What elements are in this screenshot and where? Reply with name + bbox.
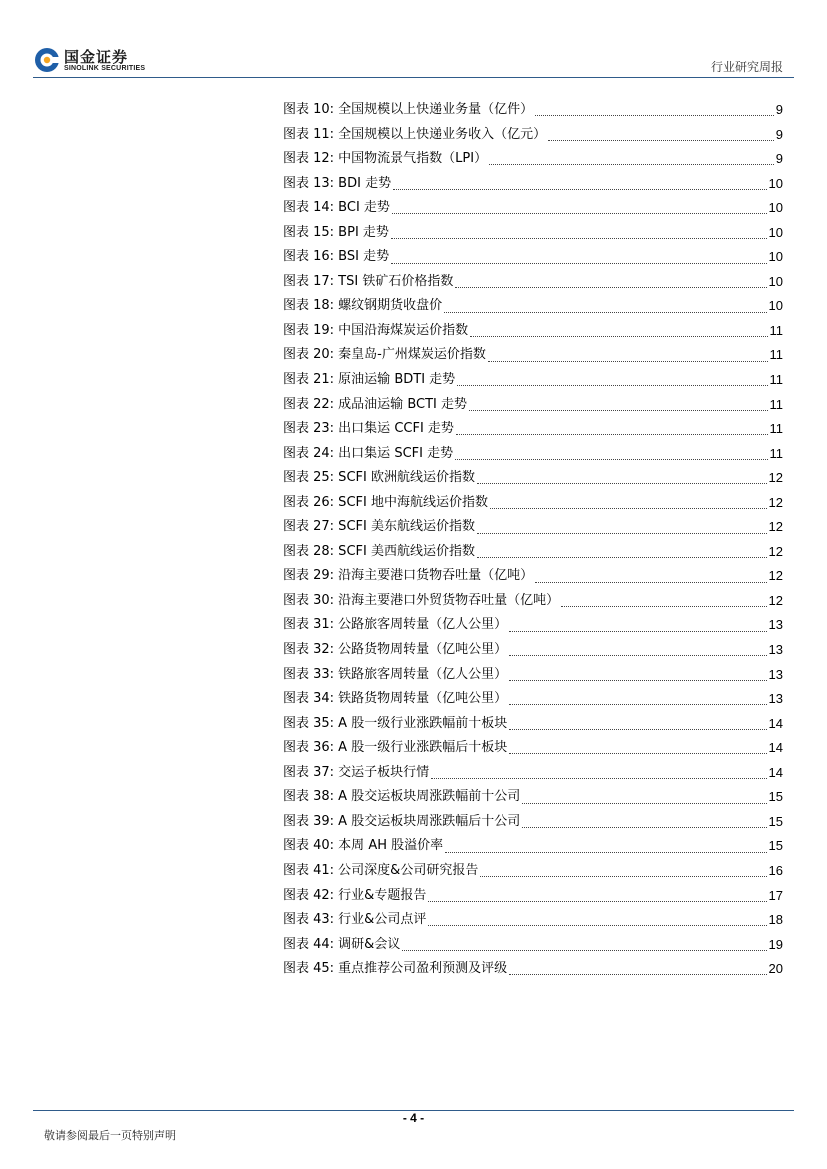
toc-entry[interactable] <box>283 761 783 786</box>
toc-entry[interactable] <box>283 221 783 246</box>
toc-dot-leader <box>455 286 766 288</box>
toc-entry-label: 图表 14: BCI 走势 <box>283 200 390 216</box>
toc-entry-page: 15 <box>768 838 783 854</box>
toc-dot-leader <box>402 949 766 951</box>
toc-entry-label: 图表 34: 铁路货物周转量（亿吨公里） <box>283 691 508 707</box>
toc-dot-leader <box>470 335 767 337</box>
toc-entry-page: 13 <box>768 642 783 658</box>
toc-entry[interactable] <box>283 712 783 737</box>
toc-entry[interactable] <box>283 687 783 712</box>
toc-dot-leader <box>477 482 767 484</box>
toc-dot-leader <box>509 728 766 730</box>
toc-entry[interactable] <box>283 417 783 442</box>
toc-dot-leader <box>393 188 766 190</box>
toc-entry-label: 图表 30: 沿海主要港口外贸货物吞吐量（亿吨） <box>283 592 560 608</box>
toc-entry-label: 图表 37: 交运子板块行情 <box>283 764 430 780</box>
toc-dot-leader <box>469 409 768 411</box>
toc-entry[interactable] <box>283 270 783 295</box>
toc-entry-page: 9 <box>775 151 783 167</box>
toc-entry[interactable] <box>283 810 783 835</box>
toc-entry[interactable] <box>283 564 783 589</box>
toc-entry-label: 图表 25: SCFI 欧洲航线运价指数 <box>283 470 475 486</box>
toc-dot-leader <box>490 507 767 509</box>
toc-dot-leader <box>444 311 766 313</box>
toc-entry-label: 图表 39: A 股交运板块周涨跌幅后十公司 <box>283 813 521 829</box>
toc-dot-leader <box>548 139 774 141</box>
toc-entry-label: 图表 32: 公路货物周转量（亿吨公里） <box>283 642 508 658</box>
toc-entry-page: 11 <box>769 396 783 412</box>
toc-entry[interactable] <box>283 933 783 958</box>
toc-dot-leader <box>489 163 774 165</box>
toc-dot-leader <box>456 433 768 435</box>
toc-entry-page: 15 <box>768 813 783 829</box>
toc-entry-label: 图表 38: A 股交运板块周涨跌幅前十公司 <box>283 789 521 805</box>
toc-entry-label: 图表 12: 中国物流景气指数（LPI） <box>283 151 488 167</box>
toc-entry[interactable] <box>283 663 783 688</box>
toc-entry-page: 13 <box>768 617 783 633</box>
toc-entry[interactable] <box>283 123 783 148</box>
toc-dot-leader <box>535 581 766 583</box>
toc-entry-page: 9 <box>775 102 783 117</box>
toc-entry-label: 图表 21: 原油运输 BDTI 走势 <box>283 372 456 388</box>
toc-entry-label: 图表 20: 秦皇岛-广州煤炭运价指数 <box>283 347 486 363</box>
toc-entry-label: 图表 16: BSI 走势 <box>283 249 390 265</box>
toc-entry[interactable] <box>283 466 783 491</box>
toc-entry-page: 12 <box>768 568 783 584</box>
toc-entry-page: 13 <box>768 691 783 707</box>
toc-entry-page: 11 <box>769 372 783 388</box>
toc-entry[interactable] <box>283 368 783 393</box>
toc-dot-leader <box>509 679 766 681</box>
toc-dot-leader <box>509 973 766 975</box>
toc-dot-leader <box>391 262 766 264</box>
toc-entry[interactable] <box>283 515 783 540</box>
toc-entry-page: 14 <box>768 740 783 756</box>
toc-entry-label: 图表 33: 铁路旅客周转量（亿人公里） <box>283 666 508 682</box>
toc-dot-leader <box>455 458 767 460</box>
footer-disclaimer: 敬请参阅最后一页特别声明 <box>44 1129 176 1142</box>
toc-entry-label: 图表 29: 沿海主要港口货物吞吐量（亿吨） <box>283 568 534 584</box>
toc-entry-label: 图表 10: 全国规模以上快递业务量（亿件） <box>283 102 534 117</box>
toc-entry-page: 16 <box>768 862 783 878</box>
toc-entry-label: 图表 41: 公司深度&公司研究报告 <box>283 862 479 878</box>
report-type: 行业研究周报 <box>710 60 783 74</box>
toc-entry[interactable] <box>283 393 783 418</box>
toc-dot-leader <box>522 826 766 828</box>
table-of-figures <box>283 98 783 982</box>
toc-entry[interactable] <box>283 834 783 859</box>
toc-entry-page: 18 <box>768 912 783 928</box>
toc-entry-label: 图表 18: 螺纹钢期货收盘价 <box>283 298 443 314</box>
toc-dot-leader <box>509 630 766 632</box>
toc-entry[interactable] <box>283 491 783 516</box>
toc-entry-page: 15 <box>768 789 783 805</box>
toc-entry-page: 10 <box>768 273 783 289</box>
toc-entry[interactable] <box>283 294 783 319</box>
toc-entry[interactable] <box>283 785 783 810</box>
toc-entry[interactable] <box>283 736 783 761</box>
toc-entry[interactable] <box>283 147 783 172</box>
toc-entry[interactable] <box>283 98 783 123</box>
toc-entry-page: 10 <box>768 175 783 191</box>
toc-entry[interactable] <box>283 245 783 270</box>
toc-dot-leader <box>488 360 768 362</box>
toc-entry-page: 10 <box>768 200 783 216</box>
toc-entry[interactable] <box>283 540 783 565</box>
toc-entry[interactable] <box>283 884 783 909</box>
toc-dot-leader <box>561 605 766 607</box>
toc-dot-leader <box>535 114 774 116</box>
toc-entry-label: 图表 43: 行业&公司点评 <box>283 912 427 928</box>
toc-entry-label: 图表 35: A 股一级行业涨跌幅前十板块 <box>283 715 508 731</box>
toc-entry[interactable] <box>283 172 783 197</box>
toc-dot-leader <box>445 851 766 853</box>
toc-entry[interactable] <box>283 319 783 344</box>
toc-entry-label: 图表 17: TSI 铁矿石价格指数 <box>283 273 454 289</box>
toc-entry-page: 11 <box>769 322 783 338</box>
toc-entry-page: 14 <box>768 715 783 731</box>
toc-dot-leader <box>428 900 766 902</box>
toc-entry-label: 图表 36: A 股一级行业涨跌幅后十板块 <box>283 740 508 756</box>
toc-entry-label: 图表 19: 中国沿海煤炭运价指数 <box>283 322 469 338</box>
toc-dot-leader <box>477 556 767 558</box>
toc-entry[interactable] <box>283 859 783 884</box>
toc-entry-page: 11 <box>769 445 783 461</box>
logo-english-name: SINOLINK SECURITIES <box>64 65 146 72</box>
toc-entry-label: 图表 22: 成品油运输 BCTI 走势 <box>283 396 467 412</box>
logo-chinese-name: 国金证券 <box>64 48 129 66</box>
toc-entry[interactable] <box>283 957 783 982</box>
toc-dot-leader <box>392 212 767 214</box>
toc-dot-leader <box>509 703 766 705</box>
toc-entry-label: 图表 24: 出口集运 SCFI 走势 <box>283 445 454 461</box>
toc-entry[interactable] <box>283 638 783 663</box>
toc-entry[interactable] <box>283 196 783 221</box>
toc-entry-label: 图表 40: 本周 AH 股溢价率 <box>283 838 444 854</box>
toc-entry-label: 图表 26: SCFI 地中海航线运价指数 <box>283 494 488 510</box>
toc-entry[interactable] <box>283 908 783 933</box>
toc-dot-leader <box>428 924 766 926</box>
toc-entry-page: 19 <box>768 936 783 952</box>
toc-dot-leader <box>509 752 766 754</box>
toc-entry-label: 图表 23: 出口集运 CCFI 走势 <box>283 421 454 437</box>
toc-entry-page: 10 <box>768 298 783 314</box>
toc-entry-page: 13 <box>768 666 783 682</box>
toc-entry-page: 12 <box>768 470 783 486</box>
toc-entry-page: 14 <box>768 764 783 780</box>
toc-entry[interactable] <box>283 442 783 467</box>
page-number: - 4 - <box>402 1111 425 1125</box>
toc-dot-leader <box>477 532 767 534</box>
header-divider <box>33 77 794 78</box>
toc-entry-page: 12 <box>768 519 783 535</box>
toc-entry-page: 10 <box>768 224 783 240</box>
toc-dot-leader <box>431 777 766 779</box>
toc-entry-page: 11 <box>769 347 783 363</box>
toc-entry[interactable] <box>283 343 783 368</box>
toc-entry-label: 图表 44: 调研&会议 <box>283 936 401 952</box>
toc-entry-label: 图表 42: 行业&专题报告 <box>283 887 427 903</box>
toc-entry[interactable] <box>283 613 783 638</box>
toc-dot-leader <box>509 654 766 656</box>
toc-entry-page: 10 <box>768 249 783 265</box>
toc-dot-leader <box>522 802 766 804</box>
toc-entry-page: 20 <box>768 961 783 977</box>
logo-mark-icon <box>33 46 61 74</box>
toc-dot-leader <box>457 384 767 386</box>
toc-entry-page: 12 <box>768 543 783 559</box>
toc-entry-label: 图表 13: BDI 走势 <box>283 175 392 191</box>
toc-entry-page: 11 <box>769 421 783 437</box>
page-header <box>0 0 827 80</box>
toc-entry-page: 17 <box>768 887 783 903</box>
toc-entry-label: 图表 15: BPI 走势 <box>283 224 389 240</box>
toc-entry-label: 图表 11: 全国规模以上快递业务收入（亿元） <box>283 126 547 142</box>
toc-entry-page: 12 <box>768 494 783 510</box>
toc-entry-page: 12 <box>768 592 783 608</box>
toc-entry-label: 图表 45: 重点推荐公司盈利预测及评级 <box>283 961 508 977</box>
toc-entry-page: 9 <box>775 126 783 142</box>
company-logo <box>33 46 163 78</box>
toc-dot-leader <box>480 875 766 877</box>
toc-dot-leader <box>391 237 767 239</box>
toc-entry-label: 图表 27: SCFI 美东航线运价指数 <box>283 519 475 535</box>
toc-entry[interactable] <box>283 589 783 614</box>
toc-entry-label: 图表 31: 公路旅客周转量（亿人公里） <box>283 617 508 633</box>
toc-entry-label: 图表 28: SCFI 美西航线运价指数 <box>283 543 475 559</box>
